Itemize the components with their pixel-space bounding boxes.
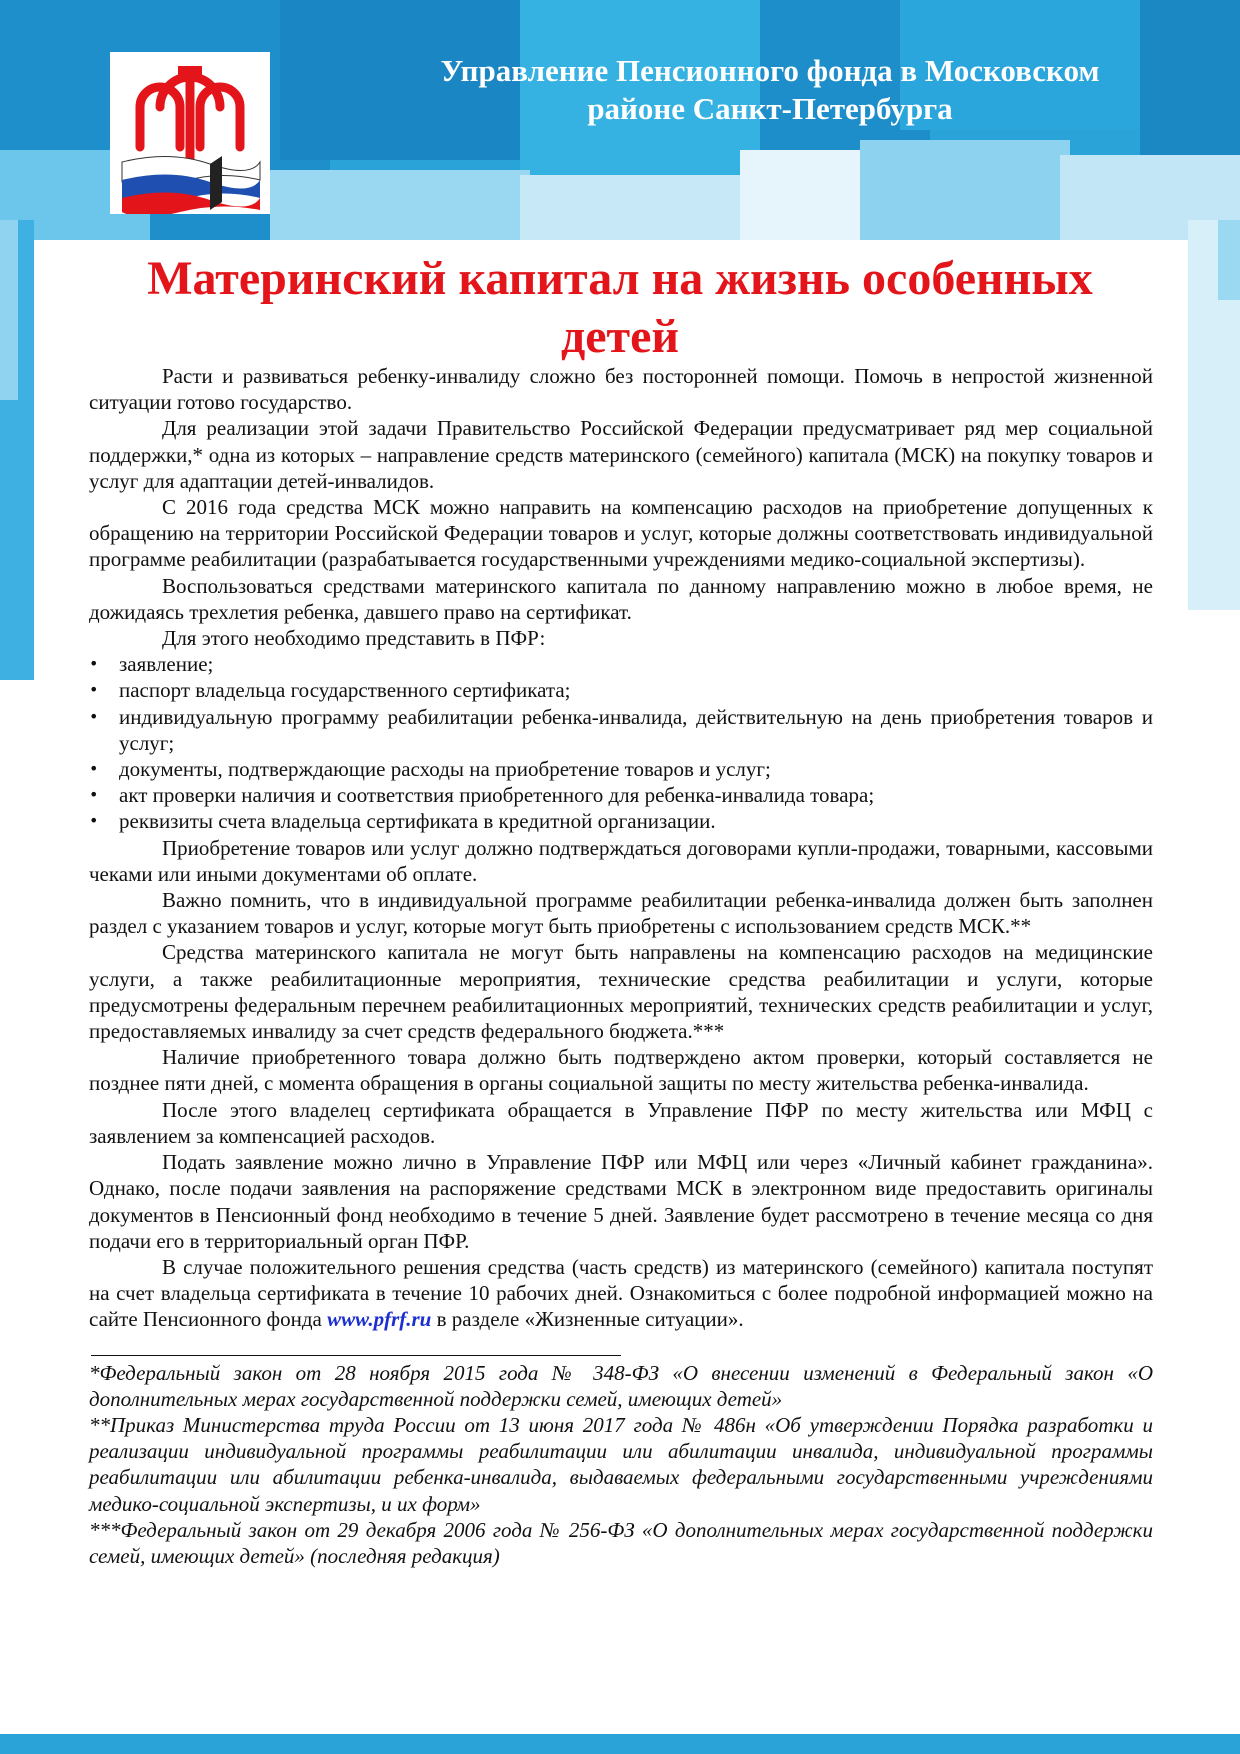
closing-text-end: в разделе «Жизненные ситуации». — [431, 1307, 744, 1332]
paragraph: После этого владелец сертификата обращается в Управление ПФР по месту жительства или МФЦ с заявлением за компенсацией расходов. — [89, 1097, 1153, 1148]
paragraph: С 2016 года средства МСК можно направить на компенсацию расходов на приобретение допущенных к обращению на территории Российской Федерации товаров и услуг, которые должны соответствовать индивидуальной программе реабилитации (разрабатывается государственными учреждениями медико-социальной экспертизы). — [89, 495, 1153, 572]
pfr-website-link[interactable]: www.pfrf.ru — [327, 1307, 432, 1332]
paragraph: Для этого необходимо представить в ПФР: — [162, 626, 546, 651]
required-documents-list — [89, 651, 1153, 834]
pfr-emblem-icon — [110, 52, 270, 214]
list-item: • акт проверки наличия и соответствия приобретенного для ребенка-инвалида товара; — [119, 782, 1153, 808]
right-decorative-strip-accent — [1218, 220, 1240, 300]
paragraph: Воспользоваться средствами материнского капитала по данному направлению можно в любое время, не дожидаясь трехлетия ребенка, давшего право на сертификат. — [89, 573, 1153, 624]
pfr-logo — [110, 52, 270, 214]
footnote: **Приказ Министерства труда России от 13 июня 2017 года № 486н «Об утверждении Порядка разработки и реализации индивидуальной программы реабилитации или абилитации инвалида, индивидуальной программы реабилитации или абилитации ребенка-инвалида, выдаваемых федеральными государственными учреждениями медико-социальной экспертизы, и их форм» — [89, 1412, 1153, 1516]
list-item: • документы, подтверждающие расходы на приобретение товаров и услуг; — [119, 756, 1153, 782]
organization-title-line2: районе Санкт-Петербурга — [587, 91, 953, 126]
paragraph: Подать заявление можно лично в Управление ПФР или МФЦ или через «Личный кабинет гражданина». Однако, после подачи заявления на распоряжение средствами МСК в электронном виде предоставить оригиналы документов в Пенсионный фонд необходимо в течение 5 дней. Заявление будет рассмотрено в течение месяца со дня подачи его в территориальный орган ПФР. — [89, 1150, 1153, 1253]
list-item: • заявление; — [119, 651, 1153, 677]
list-item: • паспорт владельца государственного сертификата; — [119, 677, 1153, 703]
page-title: Материнский капитал на жизнь особенных детей — [147, 252, 1093, 363]
footnote: ***Федеральный закон от 29 декабря 2006 года № 256-ФЗ «О дополнительных мерах государственной поддержки семей, имеющих детей» (последняя редакция) — [89, 1517, 1153, 1568]
left-decorative-strip-light — [0, 220, 18, 400]
paragraph: Средства материнского капитала не могут быть направлены на компенсацию расходов на медицинские услуги, а также реабилитационные мероприятия, технические средства реабилитации и услуги, которые предусмотрены федеральным перечнем реабилитационных мероприятий, технических средств реабилитации и услуг, предоставляемых инвалиду за счет средств федерального бюджета.*** — [89, 940, 1153, 1044]
paragraph: Наличие приобретенного товара должно быть подтверждено актом проверки, который составляется не позднее пяти дней, с момента обращения в органы социальной защиты по месту жительства ребенка-инвалида. — [89, 1045, 1153, 1096]
article-body — [89, 363, 1153, 1569]
footnote-divider — [91, 1355, 621, 1356]
footer-bar — [0, 1734, 1240, 1754]
paragraph: Приобретение товаров или услуг должно подтверждаться договорами купли-продажи, товарными, кассовыми чеками или иными документами об оплате. — [89, 835, 1153, 886]
paragraph: Расти и развиваться ребенку-инвалиду сложно без посторонней помощи. Помочь в непростой жизненной ситуации готово государство. — [89, 364, 1153, 415]
organization-title — [380, 52, 1160, 128]
paragraph: Для реализации этой задачи Правительство Российской Федерации предусматривает ряд мер социальной поддержки,* одна из которых – направление средств материнского (семейного) капитала (МСК) на покупку товаров и услуг для адаптации детей-инвалидов. — [89, 416, 1153, 493]
footnote: *Федеральный закон от 28 ноября 2015 года № 348-ФЗ «О внесении изменений в Федеральный закон «О дополнительных мерах государственной поддержки семей, имеющих детей» — [89, 1360, 1153, 1411]
organization-title-line1: Управление Пенсионного фонда в Московском — [440, 53, 1100, 88]
list-item: • индивидуальную программу реабилитации ребенка-инвалида, действительную на день приобретения товаров и услуг; — [119, 704, 1153, 756]
list-item: • реквизиты счета владельца сертификата в кредитной организации. — [119, 808, 1153, 834]
closing-paragraph — [89, 1254, 1153, 1333]
paragraph: Важно помнить, что в индивидуальной программе реабилитации ребенка-инвалида должен быть заполнен раздел с указанием товаров и услуг, которые могут быть приобретены с использованием средств МСК.** — [89, 888, 1153, 939]
closing-text: В случае положительного решения средства (часть средств) из материнского (семейного) капитала поступят на счет владельца сертификата в течение 10 рабочих дней. Ознакомиться с более подробной информацией можно на сайте Пенсионного фонда — [89, 1254, 1153, 1332]
footnotes — [89, 1360, 1153, 1570]
